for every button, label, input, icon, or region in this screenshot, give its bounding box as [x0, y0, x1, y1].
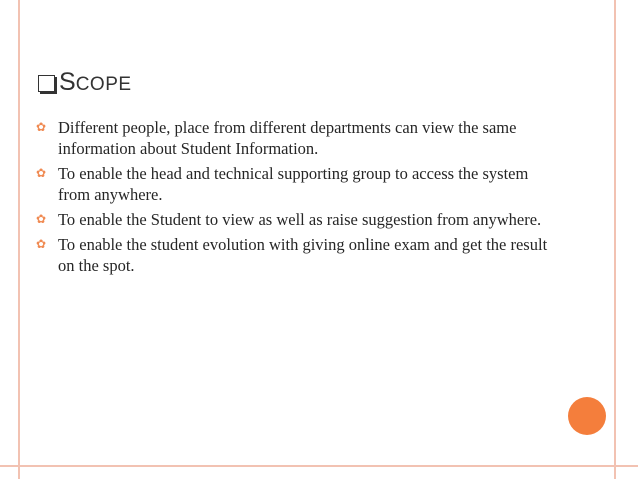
bullet-item [36, 234, 556, 276]
checkbox-square-icon [38, 75, 55, 92]
title-rest: COPE [75, 74, 132, 95]
flower-bullet-icon: ✿ [36, 166, 47, 180]
flower-bullet-icon: ✿ [36, 237, 47, 251]
slide-title [38, 68, 132, 96]
bottom-frame-line [0, 465, 638, 467]
bullet-text: Different people, place from different departments can view the same information about Student Information. [58, 118, 517, 158]
bullet-list [36, 117, 556, 280]
left-frame-line [18, 0, 20, 479]
flower-bullet-icon: ✿ [36, 212, 47, 226]
bullet-item [36, 117, 556, 159]
flower-bullet-icon: ✿ [36, 120, 47, 134]
bullet-item [36, 163, 556, 205]
bullet-text: To enable the head and technical supporting group to access the system from anywhere. [58, 164, 529, 204]
bullet-item [36, 209, 556, 230]
accent-circle [568, 397, 606, 435]
bullet-text: To enable the student evolution with giving online exam and get the result on the spot. [58, 235, 548, 275]
right-frame-line [614, 0, 616, 479]
bullet-text: To enable the Student to view as well as raise suggestion from anywhere. [58, 210, 542, 229]
title-first-letter: S [59, 68, 76, 96]
